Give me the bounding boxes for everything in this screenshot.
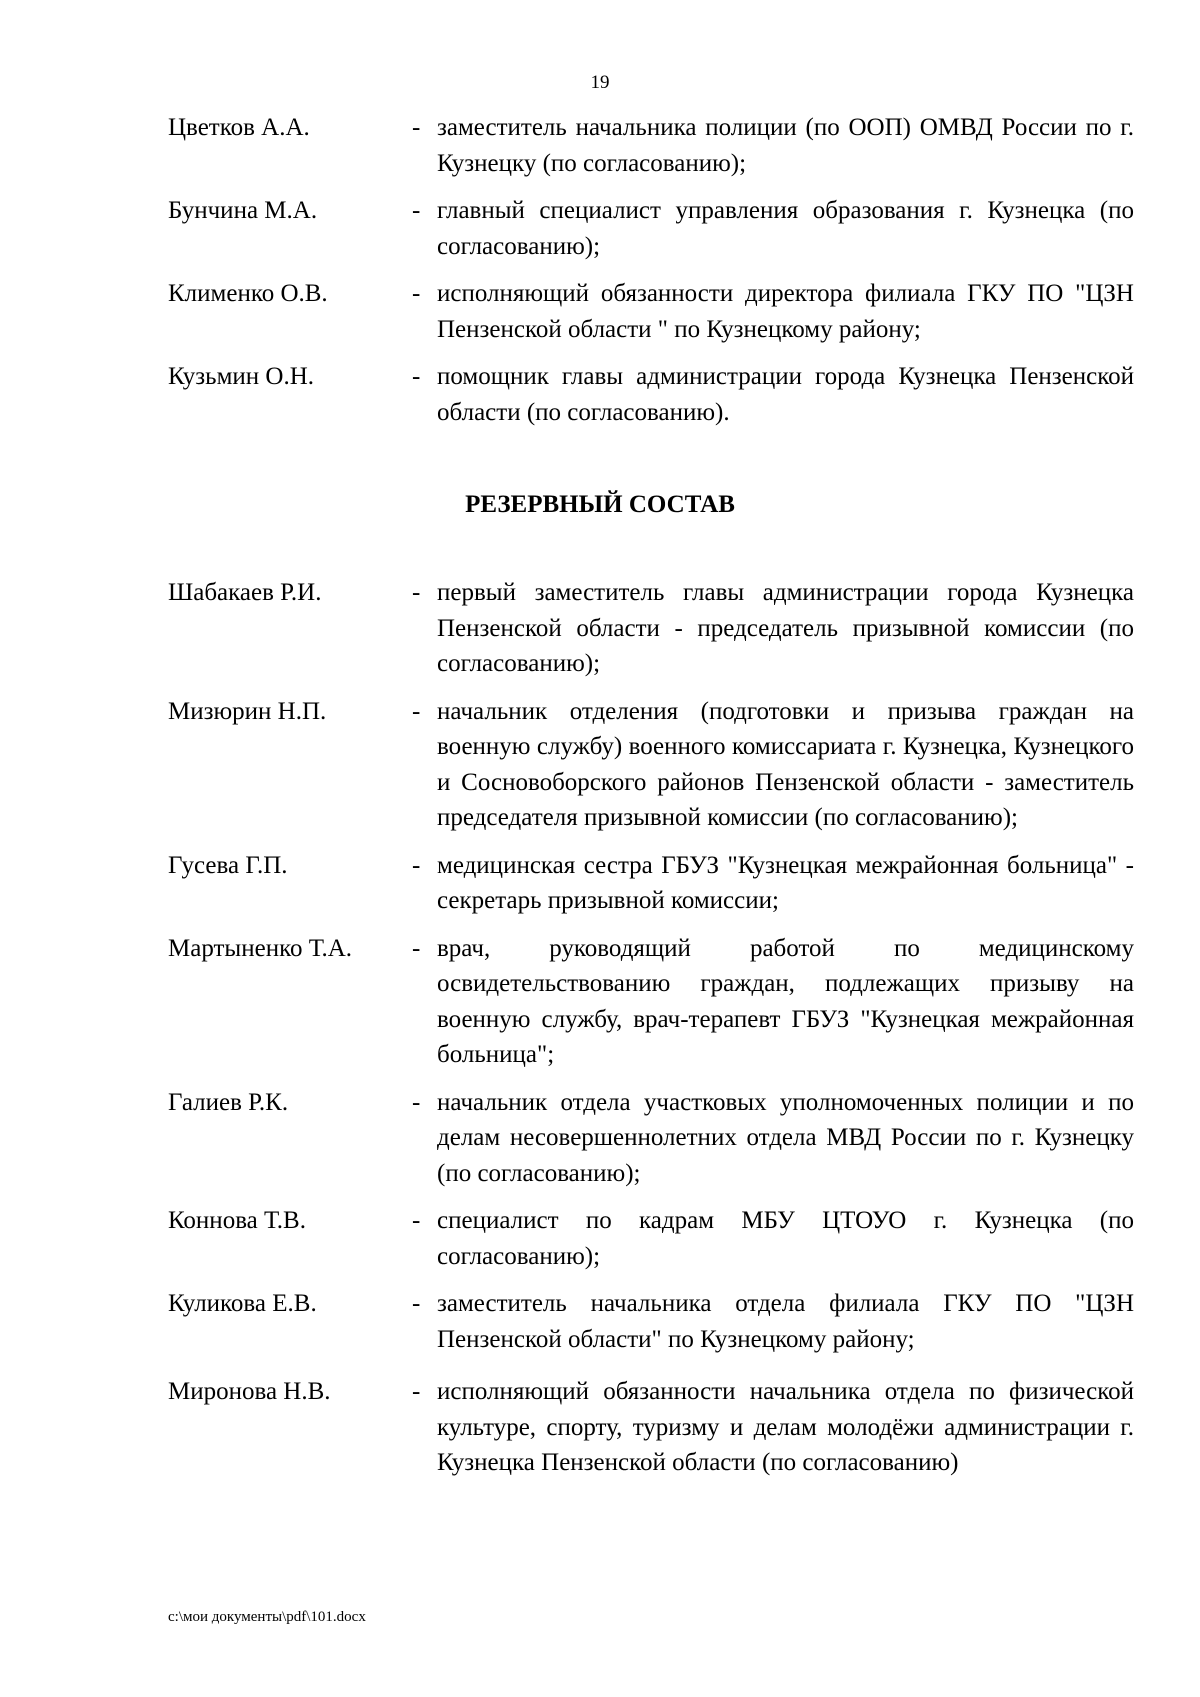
member-name: Миронова Н.В.	[168, 1378, 331, 1405]
member-name: Кузьмин О.Н.	[168, 363, 315, 390]
member-name: Коннова Т.В.	[168, 1207, 306, 1234]
list-item	[168, 848, 1134, 919]
dash-separator: -	[412, 280, 421, 307]
member-position: врач, руководящий работой по медицинскому освидетельствованию граждан, подлежащих призыву на военную службу, врач-терапевт ГБУЗ "Кузнецкая межрайонная больница";	[437, 934, 1134, 1068]
member-name: Бунчина М.А.	[168, 197, 318, 224]
member-name: Мартыненко Т.А.	[168, 934, 353, 962]
page-number: 19	[590, 72, 610, 93]
reserve-section-title: РЕЗЕРВНЫЙ СОСТАВ	[465, 491, 735, 518]
member-name: Цветков А.А.	[168, 114, 310, 141]
member-position: начальник отделения (подготовки и призыва граждан на военную службу) военного комиссариата г. Кузнецка, Кузнецкого и Сосновоборского районов Пензенской области - заместитель председателя призывной комиссии (по согласованию);	[437, 697, 1134, 831]
list-item	[168, 193, 1134, 264]
member-name: Клименко О.В.	[168, 280, 328, 307]
dash-separator: -	[412, 1378, 421, 1405]
dash-separator: -	[412, 934, 421, 962]
dash-separator: -	[412, 197, 421, 224]
member-name: Мизюрин Н.П.	[168, 697, 327, 725]
list-item	[168, 110, 1134, 181]
member-position: специалист по кадрам МБУ ЦТОУО г. Кузнецка (по согласованию);	[437, 1207, 1134, 1270]
footer-file-path: c:\мои документы\pdf\101.docx	[168, 1609, 366, 1625]
list-item	[168, 276, 1134, 347]
dash-separator: -	[412, 363, 421, 390]
dash-separator: -	[412, 697, 421, 725]
member-position: заместитель начальника полиции (по ООП) ОМВД России по г. Кузнецку (по согласованию);	[437, 114, 1134, 177]
member-name: Гусева Г.П.	[168, 851, 288, 879]
dash-separator: -	[412, 114, 421, 141]
member-name: Галиев Р.К.	[168, 1088, 289, 1116]
main-members-list	[168, 110, 1134, 430]
list-item	[168, 1374, 1134, 1481]
list-item	[168, 1286, 1134, 1357]
list-item	[168, 931, 1134, 1073]
dash-separator: -	[412, 851, 421, 879]
member-position: первый заместитель главы администрации города Кузнецка Пензенской области - председатель призывной комиссии (по согласованию);	[437, 579, 1134, 677]
member-position: заместитель начальника отдела филиала ГКУ ПО "ЦЗН Пензенской области" по Кузнецкому району;	[437, 1290, 1134, 1353]
list-item	[168, 575, 1134, 682]
member-position: главный специалист управления образования г. Кузнецка (по согласованию);	[437, 197, 1134, 260]
member-position: исполняющий обязанности начальника отдела по физической культуре, спорту, туризму и делам молодёжи администрации г. Кузнецка Пензенской области (по согласованию)	[437, 1378, 1134, 1476]
dash-separator: -	[412, 1088, 421, 1116]
list-item	[168, 1085, 1134, 1192]
member-position: исполняющий обязанности директора филиала ГКУ ПО "ЦЗН Пензенской области " по Кузнецкому району;	[437, 280, 1134, 343]
dash-separator: -	[412, 1207, 421, 1234]
list-item	[168, 694, 1134, 836]
member-position: помощник главы администрации города Кузнецка Пензенской области (по согласованию).	[437, 363, 1134, 426]
member-position: начальник отдела участковых уполномоченных полиции и по делам несовершеннолетних отдела МВД России по г. Кузнецку (по согласованию);	[437, 1088, 1134, 1187]
member-position: медицинская сестра ГБУЗ "Кузнецкая межрайонная больница" - секретарь призывной комиссии;	[437, 851, 1134, 914]
member-name: Шабакаев Р.И.	[168, 579, 322, 606]
dash-separator: -	[412, 579, 421, 606]
list-item	[168, 1203, 1134, 1274]
reserve-members-list	[168, 575, 1134, 1481]
member-name: Куликова Е.В.	[168, 1290, 317, 1317]
list-item	[168, 359, 1134, 430]
dash-separator: -	[412, 1290, 421, 1317]
